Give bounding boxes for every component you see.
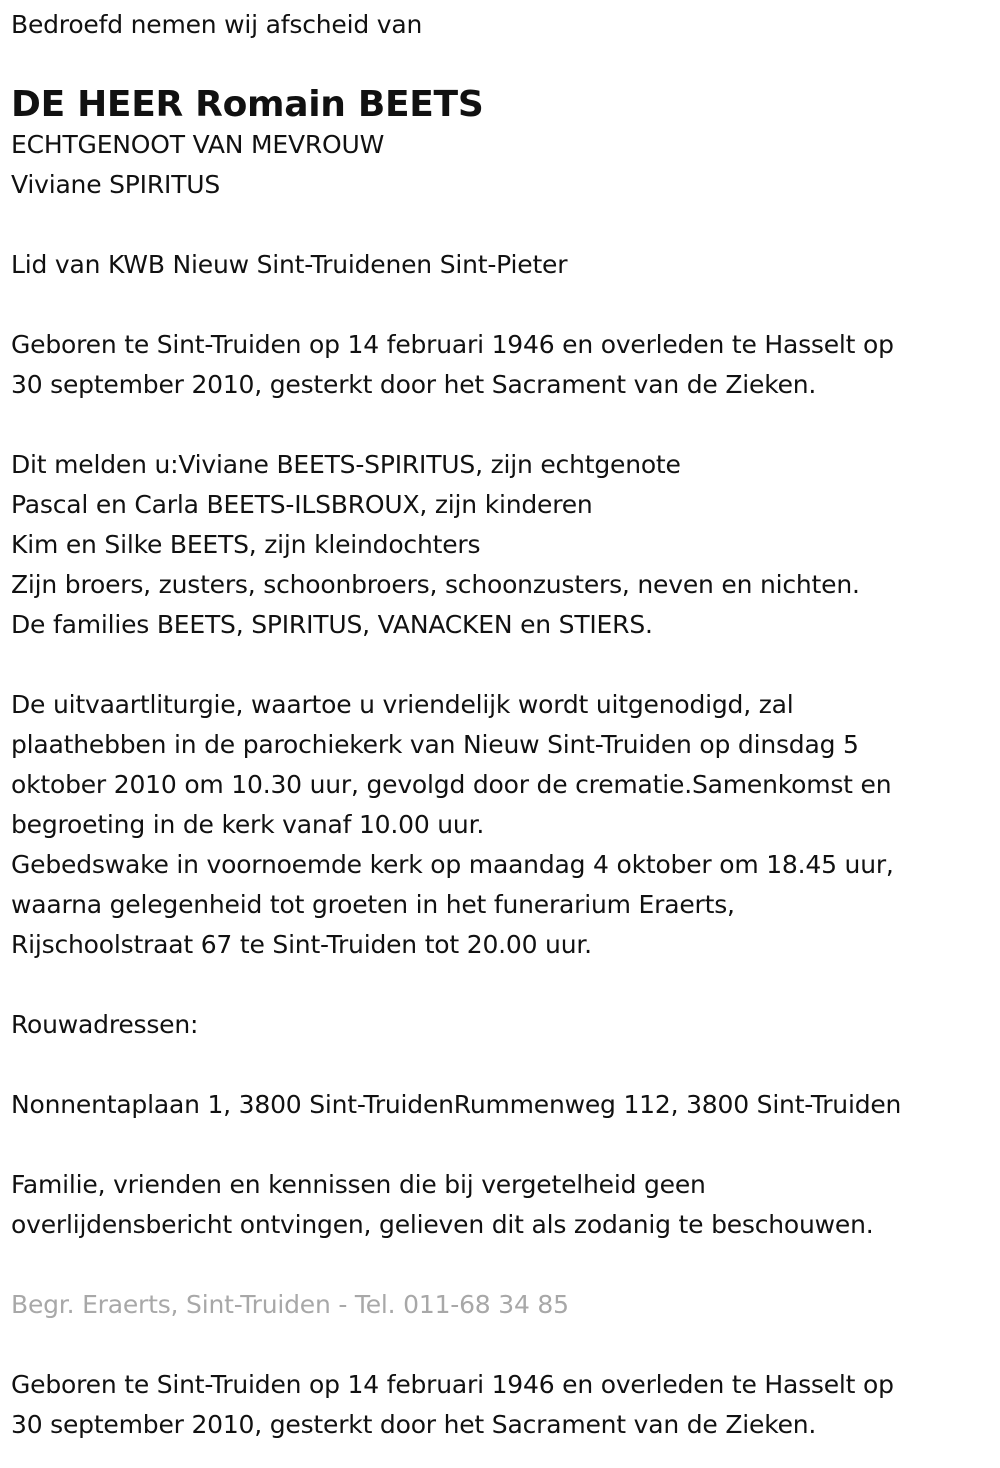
birth-death-repeat-line: 30 september 2010, gesterkt door het Sacrament van de Zieken.: [11, 1410, 817, 1439]
funeral-line: De uitvaartliturgie, waartoe u vriendelijk wordt uitgenodigd, zal: [11, 690, 794, 719]
funeral-line: Rijschoolstraat 67 te Sint-Truiden tot 20.00 uur.: [11, 930, 592, 959]
mourning-label: Rouwadressen:: [11, 1010, 199, 1039]
closing-line: overlijdensbericht ontvingen, gelieven dit als zodanig te beschouwen.: [11, 1210, 874, 1239]
funeral-line: Gebedswake in voornoemde kerk op maandag 4 oktober om 18.45 uur,: [11, 850, 894, 879]
funeral-line: oktober 2010 om 10.30 uur, gevolgd door de crematie.Samenkomst en: [11, 770, 892, 799]
announcer-line: Pascal en Carla BEETS-ILSBROUX, zijn kinderen: [11, 490, 593, 519]
spouse-label: ECHTGENOOT VAN MEVROUW: [11, 130, 385, 159]
announcer-line: Kim en Silke BEETS, zijn kleindochters: [11, 530, 481, 559]
intro-line: Bedroefd nemen wij afscheid van: [11, 10, 423, 39]
closing-line: Familie, vrienden en kennissen die bij vergetelheid geen: [11, 1170, 706, 1199]
funeral-line: plaathebben in de parochiekerk van Nieuw Sint-Truiden op dinsdag 5: [11, 730, 859, 759]
funeral-line: begroeting in de kerk vanaf 10.00 uur.: [11, 810, 485, 839]
spouse-name: Viviane SPIRITUS: [11, 170, 221, 199]
undertaker-line: Begr. Eraerts, Sint-Truiden - Tel. 011-68 34 85: [11, 1290, 569, 1319]
membership-line: Lid van KWB Nieuw Sint-Truidenen Sint-Pieter: [11, 250, 568, 279]
announcer-line: Zijn broers, zusters, schoonbroers, schoonzusters, neven en nichten.: [11, 570, 860, 599]
birth-death-line: 30 september 2010, gesterkt door het Sacrament van de Zieken.: [11, 370, 817, 399]
funeral-line: waarna gelegenheid tot groeten in het funerarium Eraerts,: [11, 890, 735, 919]
mourning-addresses: Nonnentaplaan 1, 3800 Sint-TruidenRummenweg 112, 3800 Sint-Truiden: [11, 1090, 902, 1119]
announcer-line: De families BEETS, SPIRITUS, VANACKEN en STIERS.: [11, 610, 653, 639]
birth-death-repeat-line: Geboren te Sint-Truiden op 14 februari 1946 en overleden te Hasselt op: [11, 1370, 894, 1399]
birth-death-line: Geboren te Sint-Truiden op 14 februari 1946 en overleden te Hasselt op: [11, 330, 894, 359]
deceased-name: DE HEER Romain BEETS: [11, 84, 484, 125]
announcer-line: Dit melden u:Viviane BEETS-SPIRITUS, zijn echtgenote: [11, 450, 681, 479]
